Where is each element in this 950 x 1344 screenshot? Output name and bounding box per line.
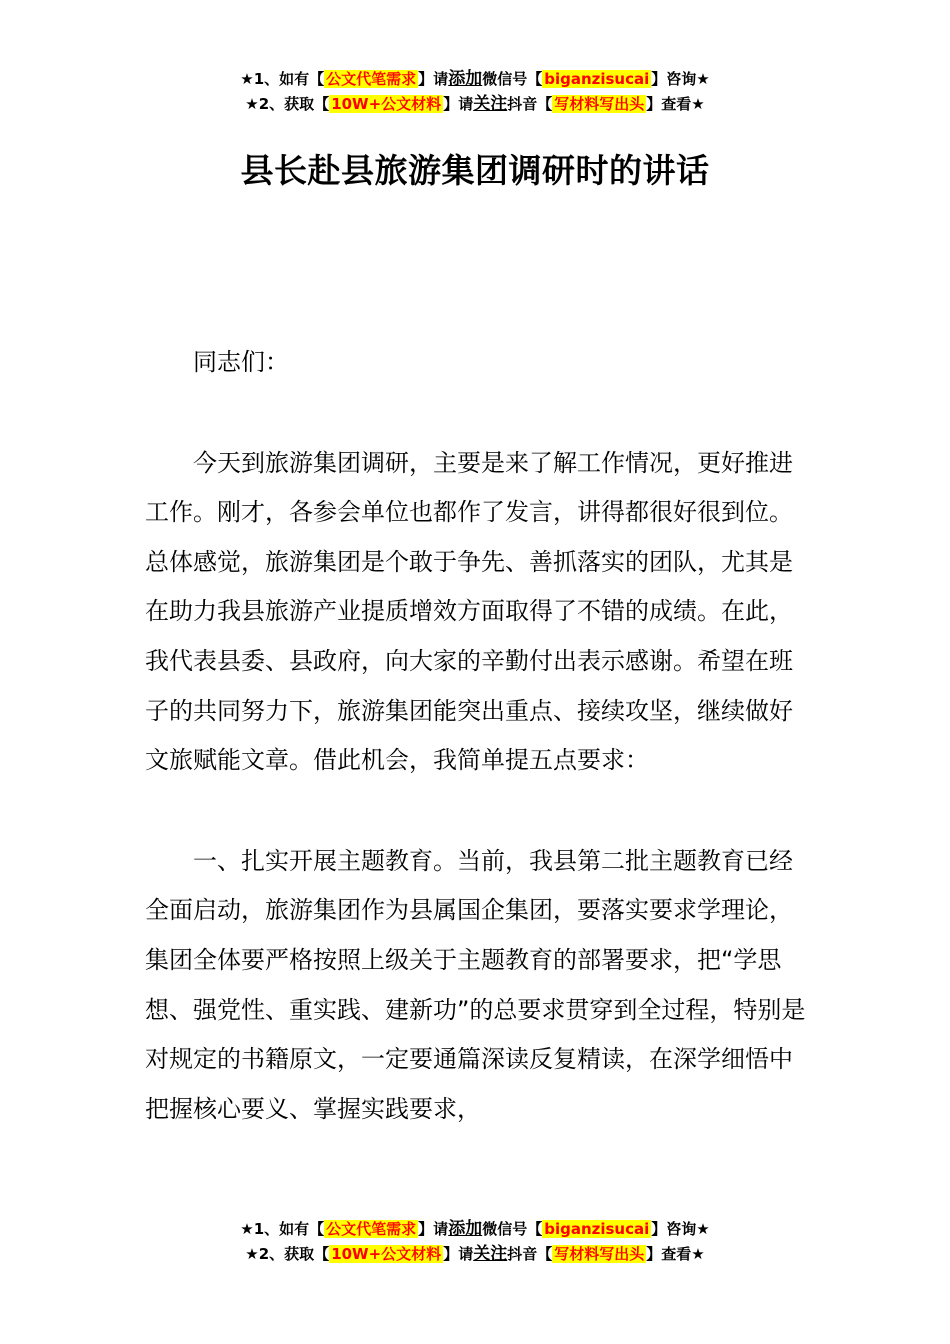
banner-line-1-mid-2: 微信号【	[482, 70, 543, 88]
bottom-banner-line-2-prefix: ★2、获取【	[245, 1245, 330, 1263]
banner-line-1-emphasis: 添加	[448, 69, 483, 89]
bottom-banner-line-2-mid: 】请	[443, 1245, 474, 1263]
banner-line-2-mid-2: 抖音【	[507, 95, 553, 113]
bottom-banner	[0, 1217, 950, 1267]
bottom-banner-line-1	[0, 1217, 950, 1242]
salutation-paragraph: 同志们：	[193, 348, 289, 376]
bottom-banner-line-1-suffix: 】咨询★	[651, 1220, 710, 1238]
banner-line-1-prefix: ★1、如有【	[240, 70, 325, 88]
banner-line-1	[0, 67, 950, 92]
banner-line-1-highlight-service: 公文代笔需求	[326, 70, 417, 88]
bottom-banner-line-1-highlight-wechat-id: biganzisucai	[544, 1220, 650, 1238]
point-one-paragraph: 一、扎实开展主题教育。当前，我县第二批主题教育已经全面启动，旅游集团作为县属国企集团，要落实要求学理论，集团全体要严格按照上级关于主题教育的部署要求，把“学思想、强党性、重实践、建新功”的总要求贯穿到全过程，特别是对规定的书籍原文，一定要通篇深读反复精读，在深学细悟中把握核心要义、掌握实践要求，	[145, 846, 806, 1123]
banner-line-2	[0, 92, 950, 117]
bottom-banner-line-2-highlight-douyin-id: 写材料写出头	[554, 1245, 645, 1263]
banner-line-2-emphasis: 关注	[473, 94, 508, 114]
bottom-banner-line-2-mid-2: 抖音【	[507, 1245, 553, 1263]
banner-line-1-mid: 】请	[418, 70, 449, 88]
bottom-banner-line-2-highlight-materials: 10W+公文材料	[331, 1245, 442, 1263]
document-body	[145, 338, 810, 1134]
banner-line-2-mid: 】请	[443, 95, 474, 113]
bottom-banner-line-2-emphasis: 关注	[473, 1244, 508, 1264]
banner-line-2-suffix: 】查看★	[646, 95, 705, 113]
banner-line-1-highlight-wechat-id: biganzisucai	[544, 70, 650, 88]
banner-line-2-highlight-douyin-id: 写材料写出头	[554, 95, 645, 113]
intro-paragraph: 今天到旅游集团调研，主要是来了解工作情况，更好推进工作。刚才，各参会单位也都作了发言，讲得都很好很到位。总体感觉，旅游集团是个敢于争先、善抓落实的团队，尤其是在助力我县旅游产业提质增效方面取得了不错的成绩。在此，我代表县委、县政府，向大家的辛勤付出表示感谢。希望在班子的共同努力下，旅游集团能突出重点、接续攻坚，继续做好文旅赋能文章。借此机会，我简单提五点要求：	[145, 448, 793, 775]
banner-line-1-suffix: 】咨询★	[651, 70, 710, 88]
bottom-banner-line-1-mid-2: 微信号【	[482, 1220, 543, 1238]
bottom-banner-line-1-mid: 】请	[418, 1220, 449, 1238]
document-title: 县长赴县旅游集团调研时的讲话	[240, 151, 710, 190]
bottom-banner-line-2	[0, 1242, 950, 1267]
banner-line-2-prefix: ★2、获取【	[245, 95, 330, 113]
banner-line-2-highlight-materials: 10W+公文材料	[331, 95, 442, 113]
bottom-banner-line-1-emphasis: 添加	[448, 1219, 483, 1239]
bottom-banner-line-2-suffix: 】查看★	[646, 1245, 705, 1263]
bottom-banner-line-1-highlight-service: 公文代笔需求	[326, 1220, 417, 1238]
top-banner	[0, 67, 950, 117]
bottom-banner-line-1-prefix: ★1、如有【	[240, 1220, 325, 1238]
